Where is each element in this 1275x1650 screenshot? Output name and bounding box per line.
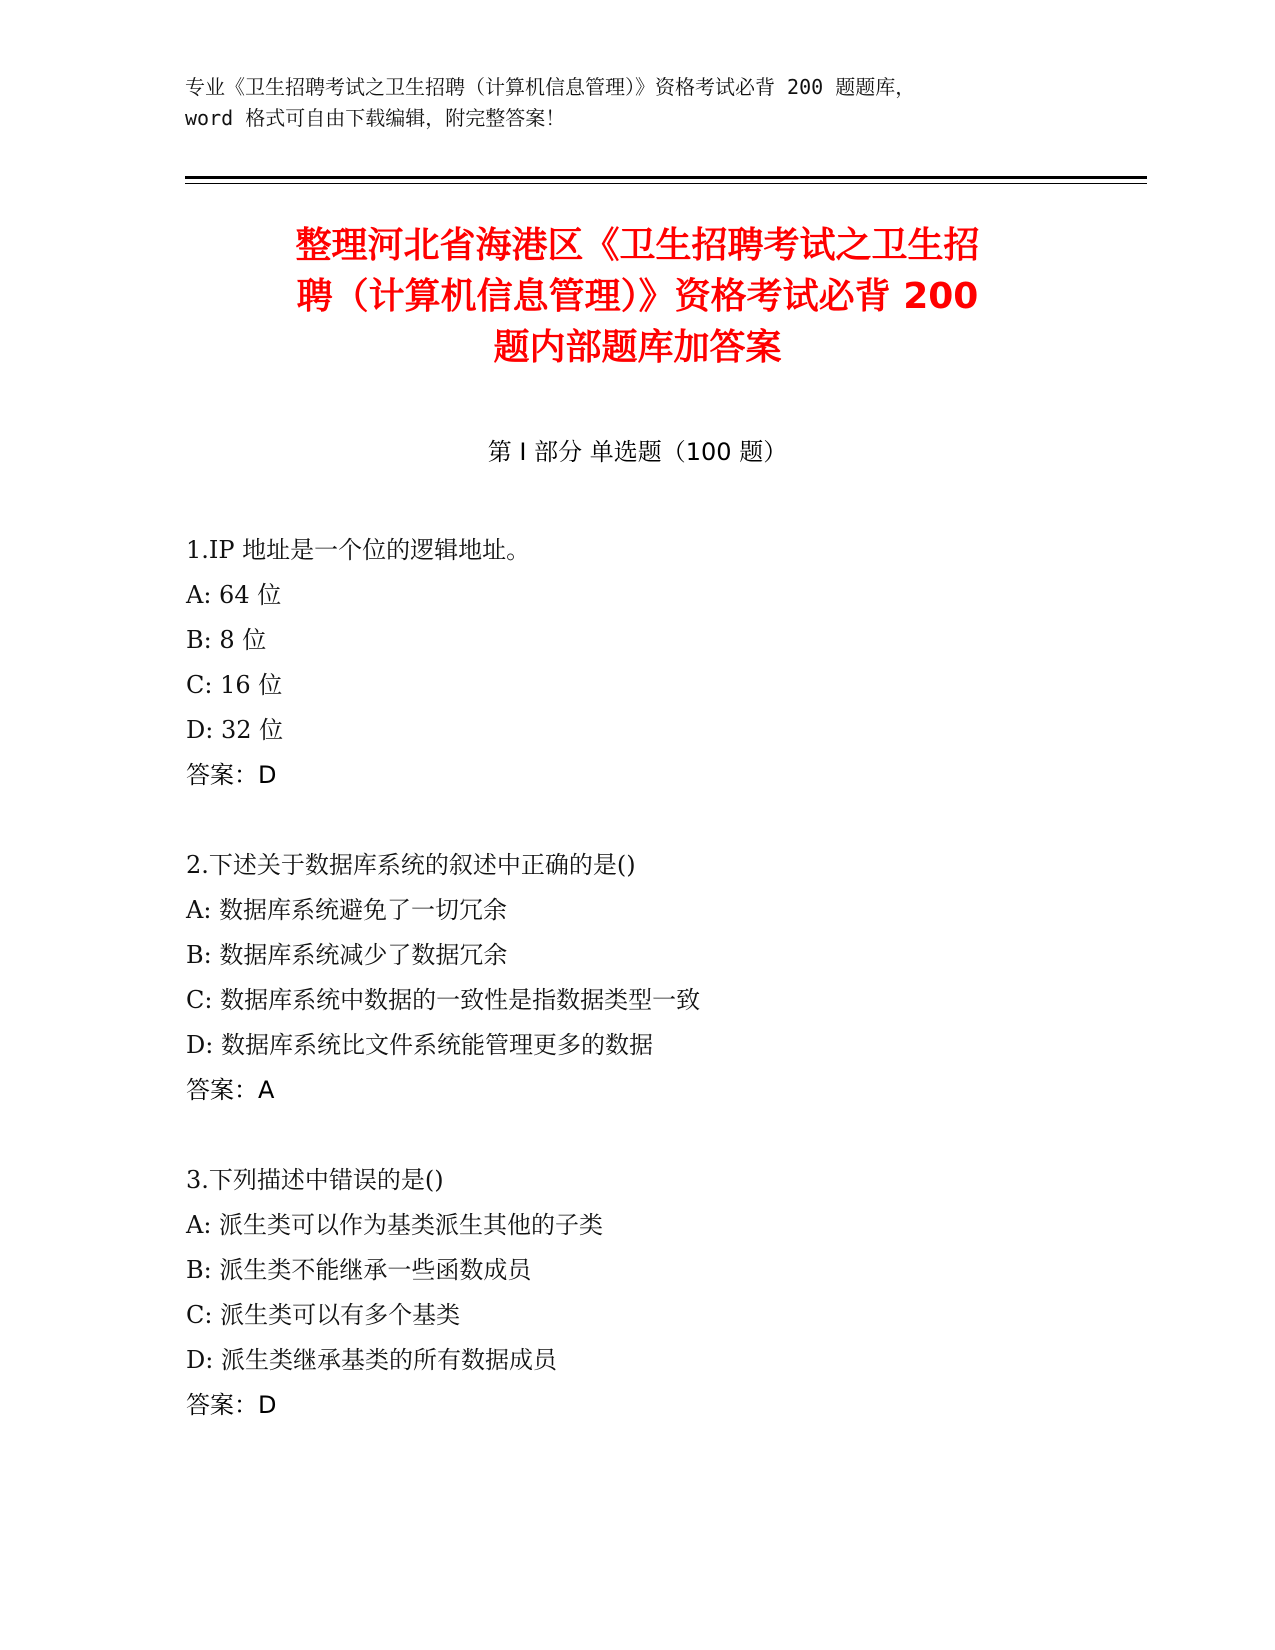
- title-line-3: 题内部题库加答案: [493, 327, 782, 368]
- option-d: D: 派生类继承基类的所有数据成员: [186, 1346, 557, 1374]
- header-note-line-2: word 格式可自由下载编辑，附完整答案！: [185, 106, 566, 130]
- question-2: [186, 843, 1086, 1113]
- option-b: B: 数据库系统减少了数据冗余: [186, 941, 508, 969]
- question-list: [186, 528, 1086, 1473]
- header-divider-thick: [185, 176, 1147, 179]
- title-line-2: 聘（计算机信息管理）》资格考试必背 200: [296, 276, 979, 317]
- answer: 答案：D: [186, 761, 277, 789]
- question-stem: 2.下述关于数据库系统的叙述中正确的是(): [186, 851, 636, 879]
- option-c: C: 派生类可以有多个基类: [186, 1301, 461, 1329]
- option-a: A: 派生类可以作为基类派生其他的子类: [186, 1211, 604, 1239]
- option-b: B: 派生类不能继承一些函数成员: [186, 1256, 532, 1284]
- header-note-line-1: 专业《卫生招聘考试之卫生招聘（计算机信息管理）》资格考试必背 200 题题库，: [185, 75, 916, 99]
- document-title: [185, 220, 1090, 373]
- title-line-1: 整理河北省海港区《卫生招聘考试之卫生招: [295, 225, 980, 266]
- question-stem: 1.IP 地址是一个位的逻辑地址。: [186, 536, 531, 564]
- answer: 答案：D: [186, 1391, 277, 1419]
- section-heading: 第 I 部分 单选题（100 题）: [487, 438, 788, 466]
- option-c: C: 数据库系统中数据的一致性是指数据类型一致: [186, 986, 701, 1014]
- question-3: [186, 1158, 1086, 1428]
- option-d: D: 32 位: [186, 716, 284, 744]
- header-divider-thin: [185, 183, 1147, 184]
- question-1: [186, 528, 1086, 798]
- option-d: D: 数据库系统比文件系统能管理更多的数据: [186, 1031, 653, 1059]
- option-b: B: 8 位: [186, 626, 267, 654]
- option-c: C: 16 位: [186, 671, 283, 699]
- option-a: A: 数据库系统避免了一切冗余: [186, 896, 508, 924]
- header-note: [185, 72, 1105, 134]
- option-a: A: 64 位: [186, 581, 282, 609]
- question-stem: 3.下列描述中错误的是(): [186, 1166, 444, 1194]
- answer: 答案：A: [186, 1076, 275, 1104]
